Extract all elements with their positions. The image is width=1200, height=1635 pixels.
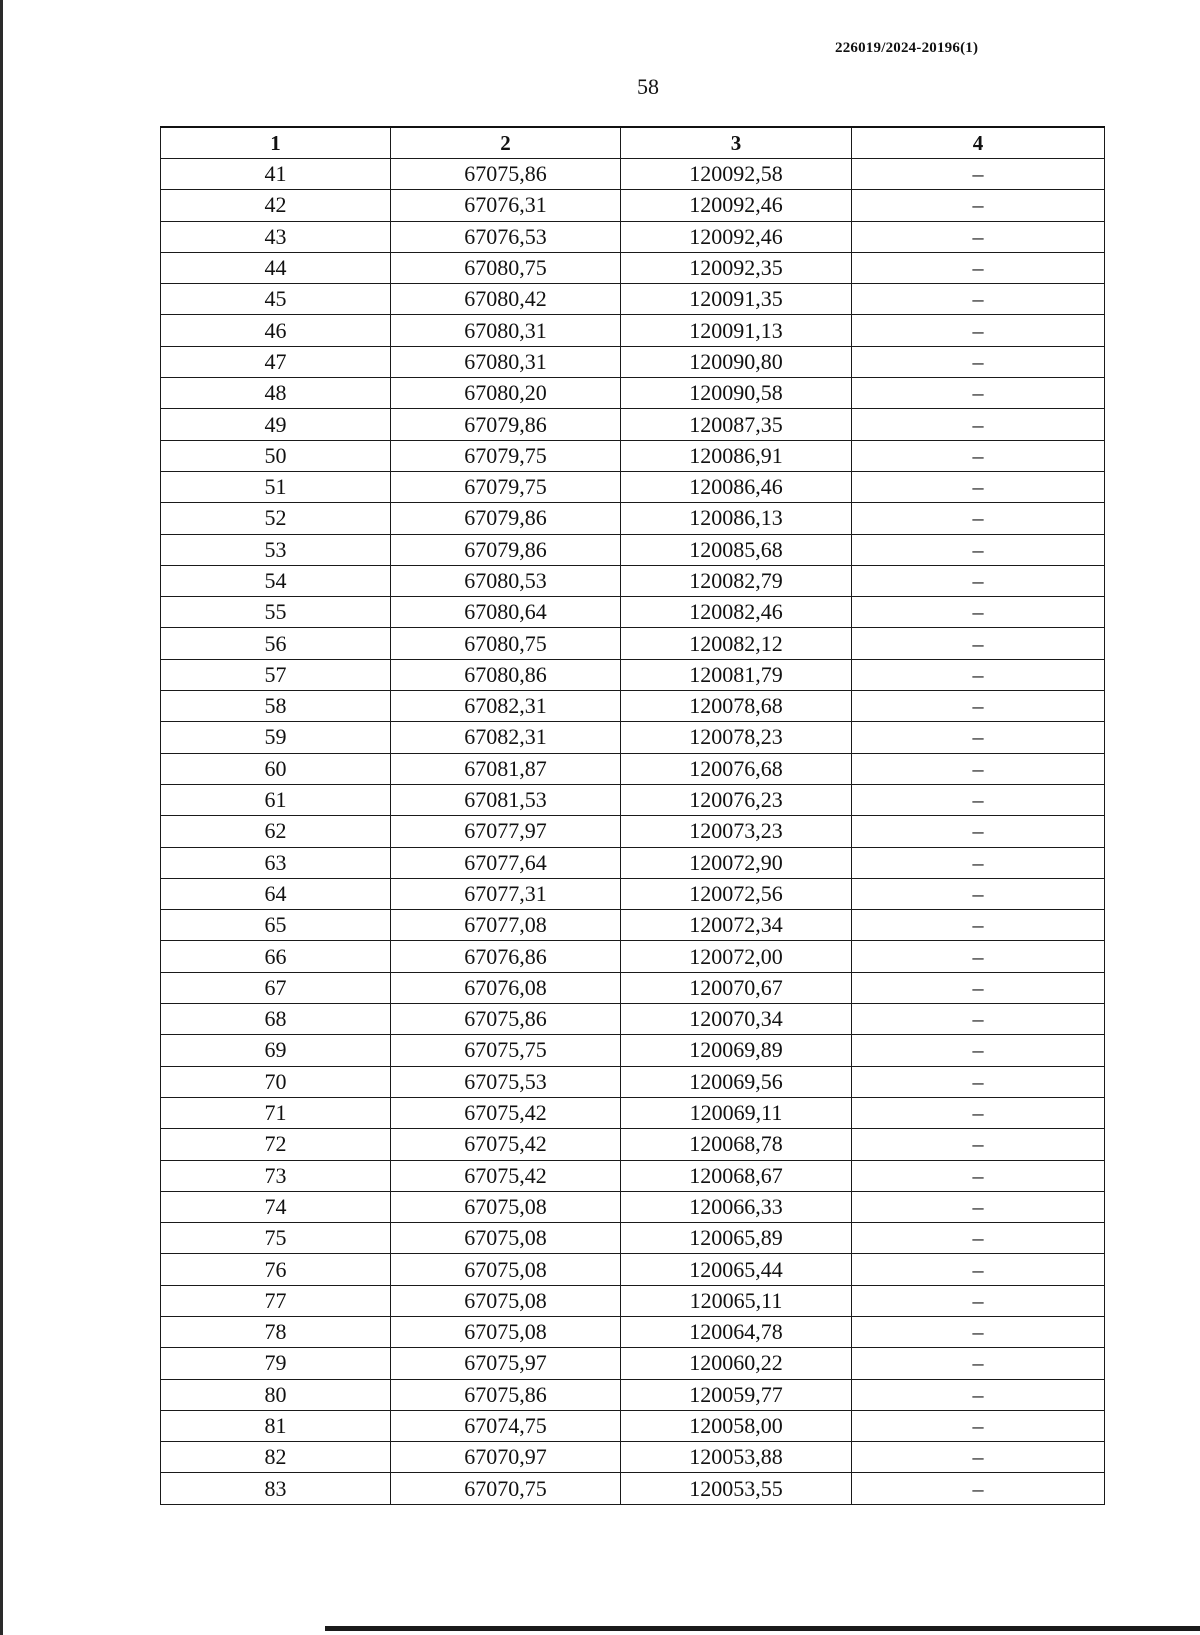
y-coordinate-cell: 120070,67	[621, 972, 852, 1003]
table-row	[161, 784, 1105, 815]
y-coordinate-cell: 120070,34	[621, 1004, 852, 1035]
y-coordinate-cell: 120053,55	[621, 1473, 852, 1504]
note-cell: –	[852, 1004, 1105, 1035]
x-coordinate-cell: 67076,86	[391, 941, 621, 972]
note-cell: –	[852, 847, 1105, 878]
point-number-cell: 55	[161, 597, 391, 628]
x-coordinate-cell: 67076,31	[391, 190, 621, 221]
y-coordinate-cell: 120090,80	[621, 346, 852, 377]
table-row	[161, 597, 1105, 628]
point-number-cell: 68	[161, 1004, 391, 1035]
y-coordinate-cell: 120068,67	[621, 1160, 852, 1191]
header-row	[161, 127, 1105, 159]
note-cell: –	[852, 659, 1105, 690]
x-coordinate-cell: 67075,42	[391, 1129, 621, 1160]
note-cell: –	[852, 597, 1105, 628]
point-number-cell: 60	[161, 753, 391, 784]
table-row	[161, 1160, 1105, 1191]
coordinates-table	[160, 126, 1105, 1505]
table-row	[161, 346, 1105, 377]
note-cell: –	[852, 1254, 1105, 1285]
table-row	[161, 659, 1105, 690]
x-coordinate-cell: 67080,53	[391, 565, 621, 596]
note-cell: –	[852, 190, 1105, 221]
point-number-cell: 72	[161, 1129, 391, 1160]
point-number-cell: 58	[161, 691, 391, 722]
x-coordinate-cell: 67081,87	[391, 753, 621, 784]
x-coordinate-cell: 67079,86	[391, 503, 621, 534]
point-number-cell: 77	[161, 1285, 391, 1316]
x-coordinate-cell: 67077,64	[391, 847, 621, 878]
table-row	[161, 972, 1105, 1003]
table-row	[161, 1348, 1105, 1379]
y-coordinate-cell: 120069,89	[621, 1035, 852, 1066]
y-coordinate-cell: 120066,33	[621, 1191, 852, 1222]
x-coordinate-cell: 67079,86	[391, 534, 621, 565]
x-coordinate-cell: 67075,86	[391, 159, 621, 190]
y-coordinate-cell: 120092,35	[621, 252, 852, 283]
table-row	[161, 1004, 1105, 1035]
point-number-cell: 65	[161, 910, 391, 941]
table-row	[161, 1191, 1105, 1222]
note-cell: –	[852, 691, 1105, 722]
scan-edge-line	[0, 0, 3, 1635]
table-row	[161, 221, 1105, 252]
x-coordinate-cell: 67077,97	[391, 816, 621, 847]
note-cell: –	[852, 1191, 1105, 1222]
table-row	[161, 315, 1105, 346]
table-row	[161, 816, 1105, 847]
note-cell: –	[852, 378, 1105, 409]
table-row	[161, 753, 1105, 784]
y-coordinate-cell: 120082,79	[621, 565, 852, 596]
point-number-cell: 66	[161, 941, 391, 972]
x-coordinate-cell: 67076,53	[391, 221, 621, 252]
note-cell: –	[852, 784, 1105, 815]
y-coordinate-cell: 120092,46	[621, 221, 852, 252]
x-coordinate-cell: 67075,42	[391, 1160, 621, 1191]
point-number-cell: 49	[161, 409, 391, 440]
point-number-cell: 74	[161, 1191, 391, 1222]
x-coordinate-cell: 67075,75	[391, 1035, 621, 1066]
table-row	[161, 1066, 1105, 1097]
point-number-cell: 50	[161, 440, 391, 471]
table-header	[161, 127, 1105, 159]
point-number-cell: 75	[161, 1223, 391, 1254]
table-row	[161, 1035, 1105, 1066]
note-cell: –	[852, 972, 1105, 1003]
x-coordinate-cell: 67076,08	[391, 972, 621, 1003]
column-header-2: 2	[391, 127, 621, 159]
point-number-cell: 83	[161, 1473, 391, 1504]
x-coordinate-cell: 67075,97	[391, 1348, 621, 1379]
x-coordinate-cell: 67075,08	[391, 1285, 621, 1316]
y-coordinate-cell: 120059,77	[621, 1379, 852, 1410]
point-number-cell: 79	[161, 1348, 391, 1379]
point-number-cell: 54	[161, 565, 391, 596]
page-number: 58	[637, 74, 659, 99]
point-number-cell: 78	[161, 1316, 391, 1347]
point-number-cell: 82	[161, 1442, 391, 1473]
x-coordinate-cell: 67082,31	[391, 722, 621, 753]
table-row	[161, 1254, 1105, 1285]
y-coordinate-cell: 120078,23	[621, 722, 852, 753]
x-coordinate-cell: 67075,08	[391, 1316, 621, 1347]
note-cell: –	[852, 1035, 1105, 1066]
point-number-cell: 73	[161, 1160, 391, 1191]
column-header-4: 4	[852, 127, 1105, 159]
column-header-1: 1	[161, 127, 391, 159]
table-row	[161, 159, 1105, 190]
table-row	[161, 284, 1105, 315]
x-coordinate-cell: 67075,53	[391, 1066, 621, 1097]
point-number-cell: 44	[161, 252, 391, 283]
note-cell: –	[852, 159, 1105, 190]
table-row	[161, 1410, 1105, 1441]
x-coordinate-cell: 67074,75	[391, 1410, 621, 1441]
x-coordinate-cell: 67080,42	[391, 284, 621, 315]
note-cell: –	[852, 440, 1105, 471]
scan-bottom-line	[325, 1626, 1200, 1631]
point-number-cell: 51	[161, 471, 391, 502]
point-number-cell: 81	[161, 1410, 391, 1441]
note-cell: –	[852, 1316, 1105, 1347]
point-number-cell: 41	[161, 159, 391, 190]
y-coordinate-cell: 120065,44	[621, 1254, 852, 1285]
note-cell: –	[852, 1473, 1105, 1504]
y-coordinate-cell: 120069,11	[621, 1097, 852, 1128]
note-cell: –	[852, 503, 1105, 534]
x-coordinate-cell: 67075,86	[391, 1379, 621, 1410]
note-cell: –	[852, 910, 1105, 941]
x-coordinate-cell: 67080,20	[391, 378, 621, 409]
x-coordinate-cell: 67080,75	[391, 628, 621, 659]
point-number-cell: 80	[161, 1379, 391, 1410]
note-cell: –	[852, 628, 1105, 659]
note-cell: –	[852, 816, 1105, 847]
x-coordinate-cell: 67075,08	[391, 1191, 621, 1222]
point-number-cell: 59	[161, 722, 391, 753]
point-number-cell: 76	[161, 1254, 391, 1285]
y-coordinate-cell: 120090,58	[621, 378, 852, 409]
point-number-cell: 63	[161, 847, 391, 878]
x-coordinate-cell: 67079,75	[391, 471, 621, 502]
table-row	[161, 503, 1105, 534]
table-row	[161, 440, 1105, 471]
table-row	[161, 722, 1105, 753]
y-coordinate-cell: 120086,13	[621, 503, 852, 534]
table-row	[161, 628, 1105, 659]
point-number-cell: 71	[161, 1097, 391, 1128]
table-row	[161, 378, 1105, 409]
table-body	[161, 159, 1105, 1505]
point-number-cell: 45	[161, 284, 391, 315]
note-cell: –	[852, 346, 1105, 377]
y-coordinate-cell: 120087,35	[621, 409, 852, 440]
table-row	[161, 1097, 1105, 1128]
y-coordinate-cell: 120076,23	[621, 784, 852, 815]
note-cell: –	[852, 221, 1105, 252]
note-cell: –	[852, 1160, 1105, 1191]
y-coordinate-cell: 120082,46	[621, 597, 852, 628]
y-coordinate-cell: 120078,68	[621, 691, 852, 722]
x-coordinate-cell: 67079,75	[391, 440, 621, 471]
y-coordinate-cell: 120058,00	[621, 1410, 852, 1441]
x-coordinate-cell: 67081,53	[391, 784, 621, 815]
y-coordinate-cell: 120085,68	[621, 534, 852, 565]
table-row	[161, 878, 1105, 909]
y-coordinate-cell: 120091,35	[621, 284, 852, 315]
table-row	[161, 190, 1105, 221]
point-number-cell: 42	[161, 190, 391, 221]
point-number-cell: 53	[161, 534, 391, 565]
y-coordinate-cell: 120072,00	[621, 941, 852, 972]
note-cell: –	[852, 1129, 1105, 1160]
note-cell: –	[852, 252, 1105, 283]
point-number-cell: 64	[161, 878, 391, 909]
column-header-3: 3	[621, 127, 852, 159]
y-coordinate-cell: 120092,58	[621, 159, 852, 190]
note-cell: –	[852, 878, 1105, 909]
y-coordinate-cell: 120072,34	[621, 910, 852, 941]
point-number-cell: 57	[161, 659, 391, 690]
y-coordinate-cell: 120068,78	[621, 1129, 852, 1160]
y-coordinate-cell: 120072,90	[621, 847, 852, 878]
x-coordinate-cell: 67075,08	[391, 1223, 621, 1254]
table-row	[161, 941, 1105, 972]
x-coordinate-cell: 67080,64	[391, 597, 621, 628]
table-row	[161, 565, 1105, 596]
table-row	[161, 1379, 1105, 1410]
table-row	[161, 847, 1105, 878]
point-number-cell: 48	[161, 378, 391, 409]
y-coordinate-cell: 120082,12	[621, 628, 852, 659]
x-coordinate-cell: 67079,86	[391, 409, 621, 440]
y-coordinate-cell: 120064,78	[621, 1316, 852, 1347]
table-row	[161, 1473, 1105, 1504]
note-cell: –	[852, 471, 1105, 502]
point-number-cell: 62	[161, 816, 391, 847]
note-cell: –	[852, 284, 1105, 315]
y-coordinate-cell: 120092,46	[621, 190, 852, 221]
point-number-cell: 46	[161, 315, 391, 346]
point-number-cell: 67	[161, 972, 391, 1003]
y-coordinate-cell: 120073,23	[621, 816, 852, 847]
y-coordinate-cell: 120053,88	[621, 1442, 852, 1473]
note-cell: –	[852, 1379, 1105, 1410]
note-cell: –	[852, 565, 1105, 596]
y-coordinate-cell: 120060,22	[621, 1348, 852, 1379]
x-coordinate-cell: 67080,31	[391, 346, 621, 377]
note-cell: –	[852, 409, 1105, 440]
table-row	[161, 1129, 1105, 1160]
x-coordinate-cell: 67077,31	[391, 878, 621, 909]
y-coordinate-cell: 120086,46	[621, 471, 852, 502]
x-coordinate-cell: 67077,08	[391, 910, 621, 941]
x-coordinate-cell: 67070,97	[391, 1442, 621, 1473]
x-coordinate-cell: 67080,31	[391, 315, 621, 346]
note-cell: –	[852, 941, 1105, 972]
point-number-cell: 70	[161, 1066, 391, 1097]
table-row	[161, 471, 1105, 502]
table-row	[161, 1285, 1105, 1316]
y-coordinate-cell: 120065,89	[621, 1223, 852, 1254]
note-cell: –	[852, 315, 1105, 346]
y-coordinate-cell: 120065,11	[621, 1285, 852, 1316]
note-cell: –	[852, 1442, 1105, 1473]
point-number-cell: 56	[161, 628, 391, 659]
y-coordinate-cell: 120081,79	[621, 659, 852, 690]
table-row	[161, 534, 1105, 565]
note-cell: –	[852, 722, 1105, 753]
note-cell: –	[852, 1285, 1105, 1316]
table-row	[161, 910, 1105, 941]
note-cell: –	[852, 1223, 1105, 1254]
x-coordinate-cell: 67075,42	[391, 1097, 621, 1128]
table-row	[161, 1442, 1105, 1473]
table-row	[161, 252, 1105, 283]
point-number-cell: 69	[161, 1035, 391, 1066]
table-row	[161, 1223, 1105, 1254]
note-cell: –	[852, 1097, 1105, 1128]
point-number-cell: 61	[161, 784, 391, 815]
x-coordinate-cell: 67080,86	[391, 659, 621, 690]
x-coordinate-cell: 67082,31	[391, 691, 621, 722]
y-coordinate-cell: 120086,91	[621, 440, 852, 471]
note-cell: –	[852, 1410, 1105, 1441]
x-coordinate-cell: 67070,75	[391, 1473, 621, 1504]
point-number-cell: 43	[161, 221, 391, 252]
x-coordinate-cell: 67080,75	[391, 252, 621, 283]
note-cell: –	[852, 753, 1105, 784]
point-number-cell: 47	[161, 346, 391, 377]
y-coordinate-cell: 120072,56	[621, 878, 852, 909]
table-row	[161, 691, 1105, 722]
table-row	[161, 409, 1105, 440]
note-cell: –	[852, 1066, 1105, 1097]
note-cell: –	[852, 534, 1105, 565]
x-coordinate-cell: 67075,08	[391, 1254, 621, 1285]
document-number: 226019/2024-20196(1)	[835, 40, 979, 56]
y-coordinate-cell: 120076,68	[621, 753, 852, 784]
point-number-cell: 52	[161, 503, 391, 534]
y-coordinate-cell: 120069,56	[621, 1066, 852, 1097]
table-row	[161, 1316, 1105, 1347]
x-coordinate-cell: 67075,86	[391, 1004, 621, 1035]
note-cell: –	[852, 1348, 1105, 1379]
y-coordinate-cell: 120091,13	[621, 315, 852, 346]
